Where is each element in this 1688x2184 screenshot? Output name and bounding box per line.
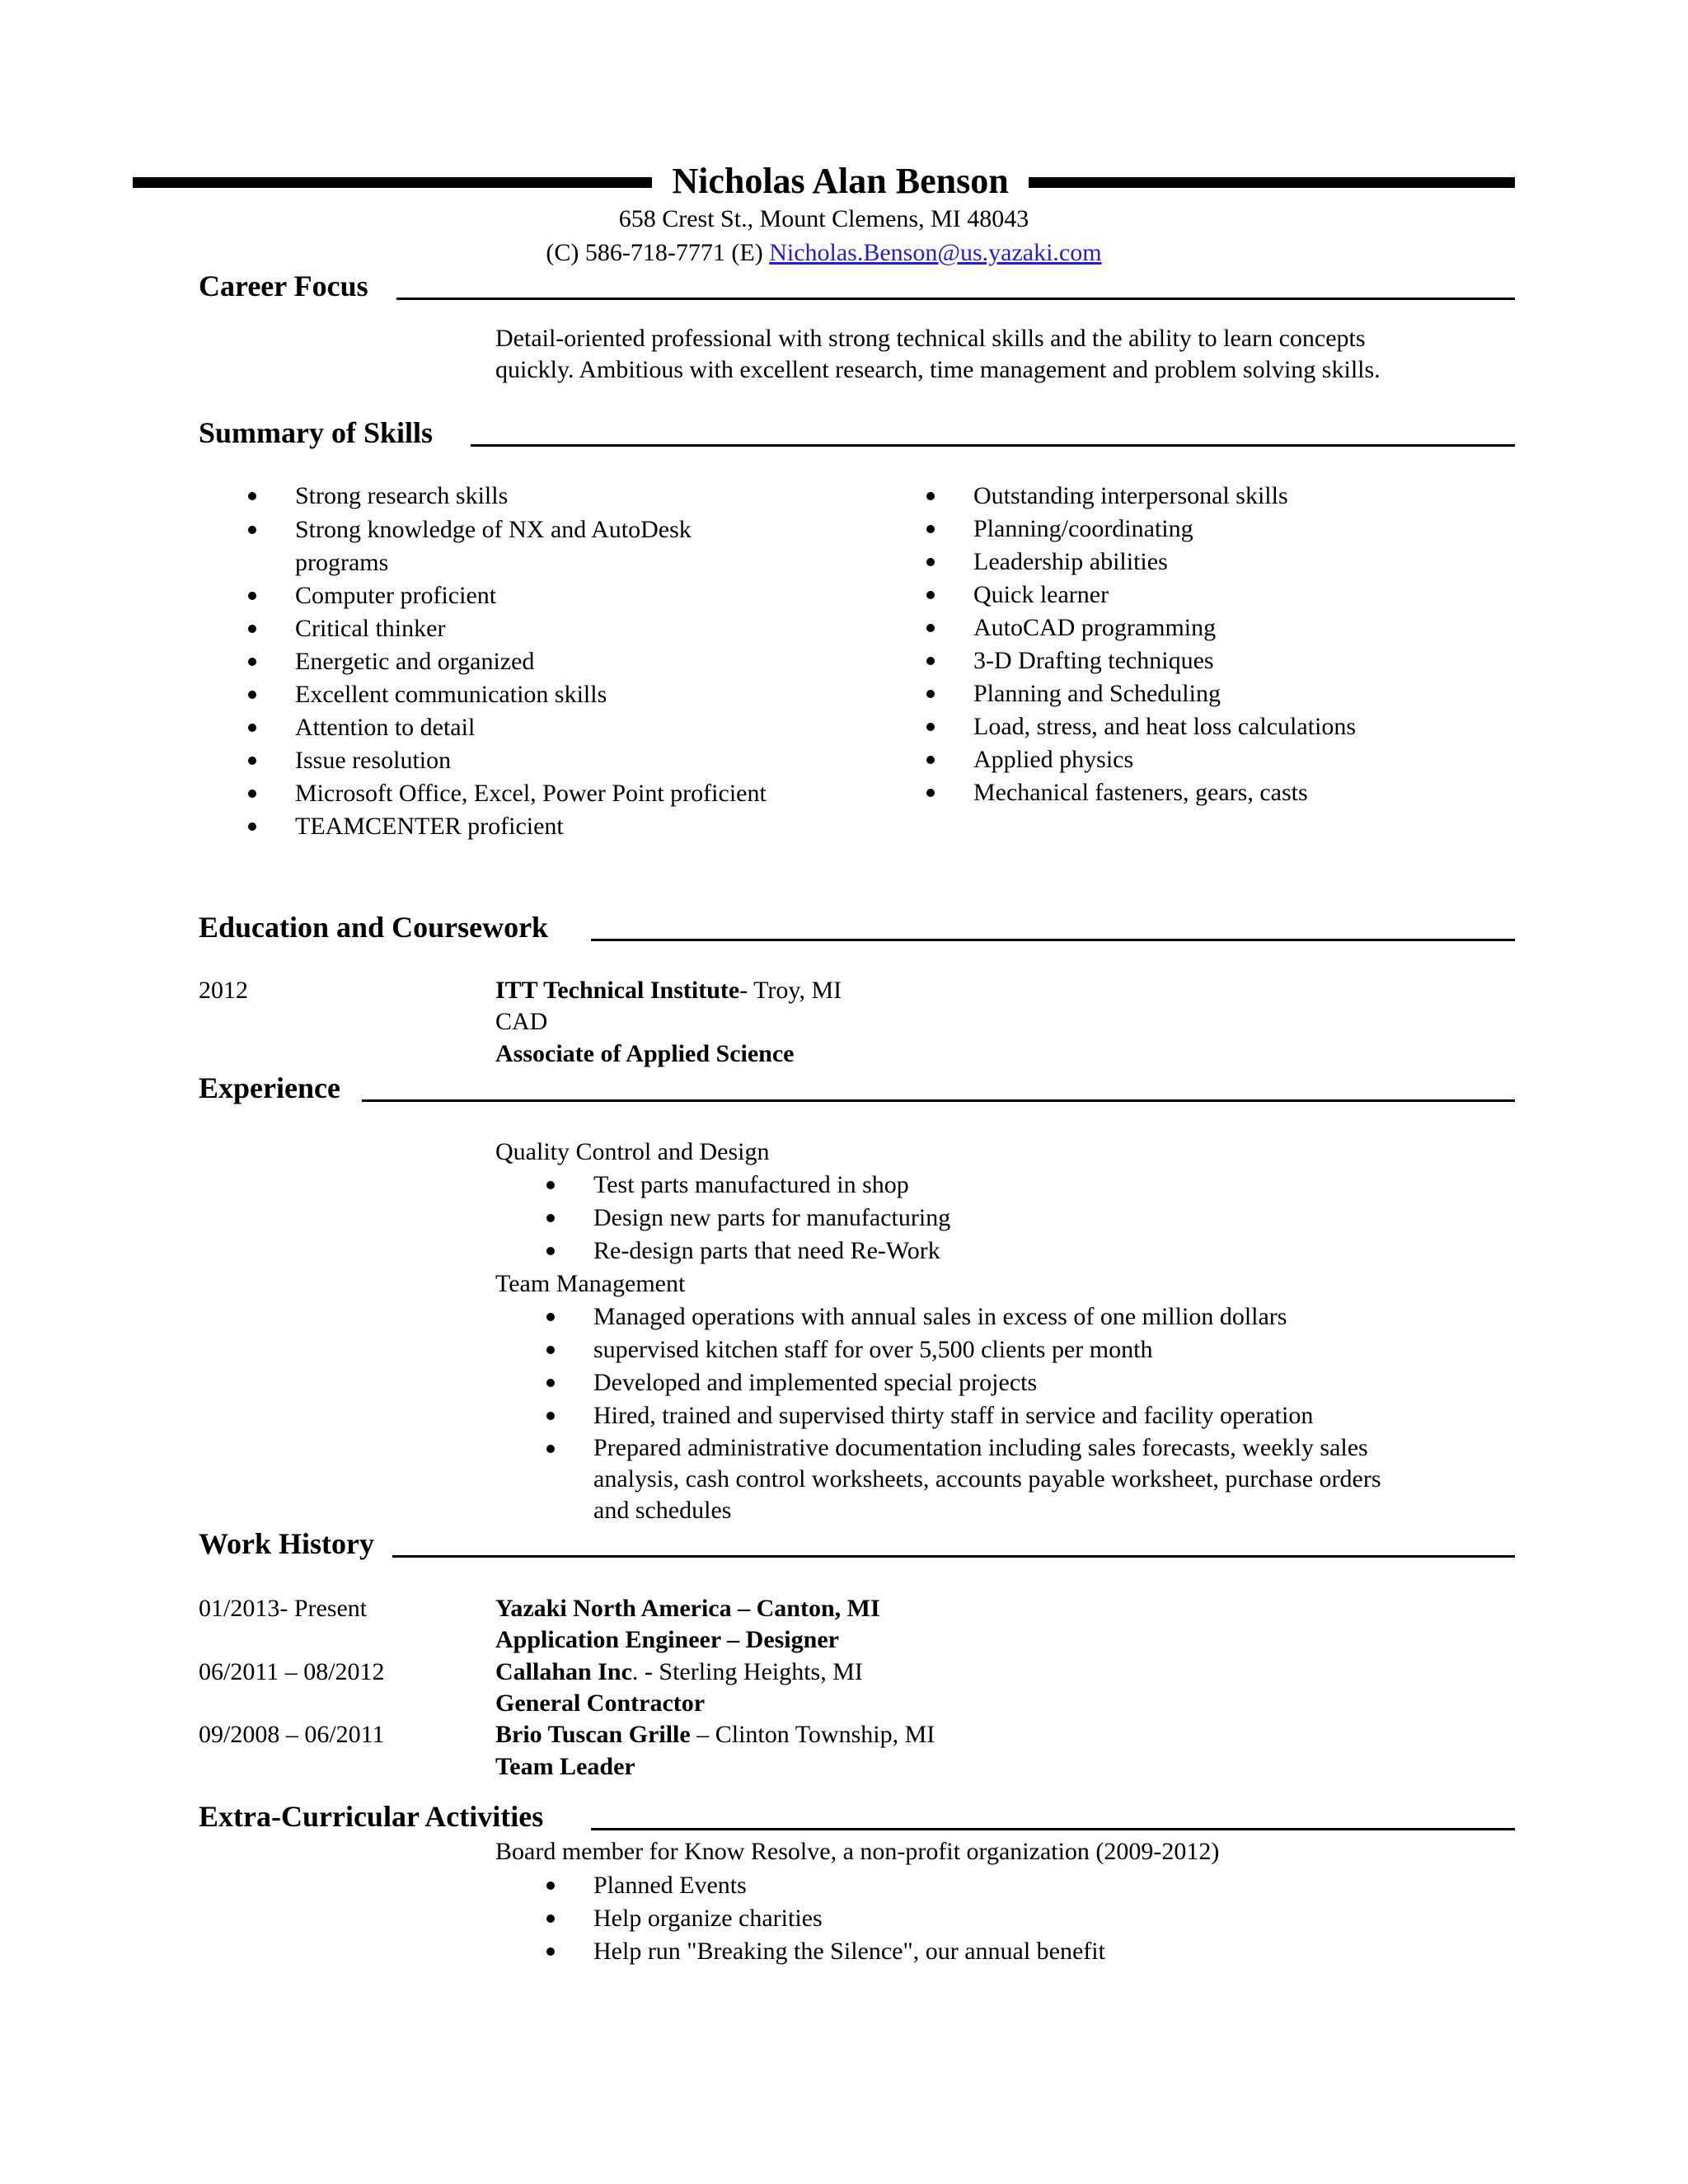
bullet-icon (926, 624, 935, 632)
skills-list-left (246, 480, 781, 843)
section-rule (392, 1555, 1515, 1558)
candidate-name: Nicholas Alan Benson (672, 161, 1009, 201)
job-dates: 01/2013- Present (199, 1595, 368, 1622)
list-item: AutoCAD programming (924, 612, 1517, 644)
list-item-line: Prepared administrative documentation including sales forecasts, weekly sales (593, 1434, 1368, 1461)
job-employer: Yazaki North America – Canton, MI (495, 1595, 880, 1622)
section-title: Career Focus (199, 269, 368, 302)
bullet-icon (926, 657, 935, 665)
job-role: Team Leader (495, 1753, 635, 1780)
list-item: Design new parts for manufacturing (544, 1202, 1484, 1235)
list-item: Excellent communication skills (246, 678, 781, 711)
list-item: Help run "Breaking the Silence", our annual benefit (544, 1935, 1484, 1968)
section-title: Work History (199, 1527, 374, 1560)
name-header (133, 162, 1515, 201)
experience-group-title: Team Management (495, 1270, 686, 1297)
education-degree: Associate of Applied Science (495, 1040, 795, 1067)
section-title: Extra-Curricular Activities (199, 1800, 544, 1833)
bullet-icon (926, 690, 935, 698)
phone-label: (C) 586-718-7771 (E) (546, 239, 770, 266)
section-title: Education and Coursework (199, 911, 549, 944)
activity-board: Board member for Know Resolve, a non-profit organization (2009-2012) (495, 1838, 1220, 1865)
experience-group-title: Quality Control and Design (495, 1138, 770, 1165)
bullet-icon (546, 1412, 555, 1420)
list-item: Critical thinker (246, 612, 781, 645)
experience-list-quality (544, 1169, 1484, 1268)
education-school-line (495, 974, 842, 1007)
bullet-icon (248, 691, 256, 699)
list-item: Microsoft Office, Excel, Power Point proficient (246, 777, 781, 810)
list-item: Computer proficient (246, 579, 781, 612)
list-item: Managed operations with annual sales in excess of one million dollars (544, 1301, 1484, 1333)
list-item: Leadership abilities (924, 546, 1517, 579)
section-title: Summary of Skills (199, 416, 434, 449)
bullet-icon (926, 723, 935, 731)
list-item: Mechanical fasteners, gears, casts (924, 776, 1517, 809)
bullet-icon (546, 1247, 555, 1255)
section-title: Experience (199, 1071, 340, 1104)
list-item: Test parts manufactured in shop (544, 1169, 1484, 1202)
contact-line (133, 237, 1515, 269)
bullet-icon (248, 526, 256, 534)
section-rule (362, 1099, 1515, 1102)
list-item: Quick learner (924, 579, 1517, 612)
section-rule (591, 939, 1515, 941)
list-item (544, 1432, 1484, 1526)
list-item: 3-D Drafting techniques (924, 644, 1517, 677)
list-item: Planning and Scheduling (924, 677, 1517, 710)
section-rule (471, 444, 1515, 447)
section-activities (199, 1800, 1515, 1833)
school-location: - Troy, MI (739, 977, 842, 1004)
bullet-icon (546, 1346, 555, 1354)
bullet-icon (248, 724, 256, 732)
job-dates: 09/2008 – 06/2011 (199, 1721, 385, 1748)
bullet-icon (546, 1214, 555, 1222)
bullet-icon (546, 1313, 555, 1321)
list-item: Re-design parts that need Re-Work (544, 1235, 1484, 1268)
bullet-icon (546, 1379, 555, 1387)
bullet-icon (546, 1181, 555, 1189)
list-item: Outstanding interpersonal skills (924, 480, 1517, 513)
education-year: 2012 (199, 977, 248, 1004)
job-role: General Contractor (495, 1690, 706, 1717)
bullet-icon (248, 492, 256, 500)
bullet-icon (926, 591, 935, 599)
list-item: Hired, trained and supervised thirty staff in service and facility operation (544, 1399, 1484, 1432)
bullet-icon (546, 1882, 555, 1890)
section-education (199, 911, 1515, 944)
list-item: Planned Events (544, 1869, 1484, 1902)
bullet-icon (248, 823, 256, 831)
career-focus-line: quickly. Ambitious with excellent research, time management and problem solving skills. (495, 356, 1381, 383)
bullet-icon (926, 756, 935, 764)
experience-list-management (544, 1301, 1484, 1526)
bullet-icon (248, 592, 256, 600)
section-experience (199, 1071, 1515, 1104)
section-work-history (199, 1527, 1515, 1560)
bullet-icon (546, 1915, 555, 1923)
section-rule (396, 298, 1515, 300)
list-item: Attention to detail (246, 711, 781, 744)
job-employer: Brio Tuscan Grille – Clinton Township, MI (495, 1721, 935, 1748)
bullet-icon (248, 658, 256, 666)
list-item: Issue resolution (246, 744, 781, 777)
bullet-icon (926, 558, 935, 566)
bullet-icon (926, 789, 935, 797)
bullet-icon (248, 625, 256, 633)
bullet-icon (248, 757, 256, 765)
job-dates: 06/2011 – 08/2012 (199, 1658, 385, 1685)
list-item: Strong research skills (246, 480, 781, 513)
list-item: Planning/coordinating (924, 513, 1517, 546)
career-focus-text (495, 323, 1481, 386)
job-employer: Callahan Inc. - Sterling Heights, MI (495, 1658, 863, 1685)
list-item: supervised kitchen staff for over 5,500 clients per month (544, 1333, 1484, 1366)
bullet-icon (926, 525, 935, 533)
bullet-icon (546, 1445, 555, 1453)
list-item: Developed and implemented special projects (544, 1366, 1484, 1399)
career-focus-line: Detail-oriented professional with strong technical skills and the ability to learn concepts (495, 325, 1366, 352)
school-name: ITT Technical Institute (495, 977, 740, 1004)
skills-list-right (924, 480, 1517, 809)
section-career-focus (199, 269, 1515, 302)
list-item-line: analysis, cash control worksheets, accounts payable worksheet, purchase orders (593, 1465, 1381, 1493)
education-program: CAD (495, 1008, 548, 1035)
bullet-icon (926, 492, 935, 500)
section-rule (591, 1828, 1515, 1830)
section-skills (199, 416, 1515, 449)
list-item: Energetic and organized (246, 645, 781, 678)
header-bar-left (133, 177, 652, 188)
address-line: 658 Crest St., Mount Clemens, MI 48043 (618, 205, 1029, 232)
bullet-icon (248, 790, 256, 798)
list-item: Load, stress, and heat loss calculations (924, 710, 1517, 743)
bullet-icon (546, 1947, 555, 1956)
email-link[interactable]: Nicholas.Benson@us.yazaki.com (769, 239, 1102, 266)
job-role: Application Engineer – Designer (495, 1626, 839, 1653)
list-item: Strong knowledge of NX and AutoDesk programs (246, 513, 781, 579)
activities-list (544, 1869, 1484, 1968)
list-item: TEAMCENTER proficient (246, 810, 781, 843)
header-bar-right (1029, 177, 1515, 188)
list-item-line: and schedules (593, 1497, 732, 1524)
list-item: Applied physics (924, 743, 1517, 776)
list-item: Help organize charities (544, 1902, 1484, 1935)
